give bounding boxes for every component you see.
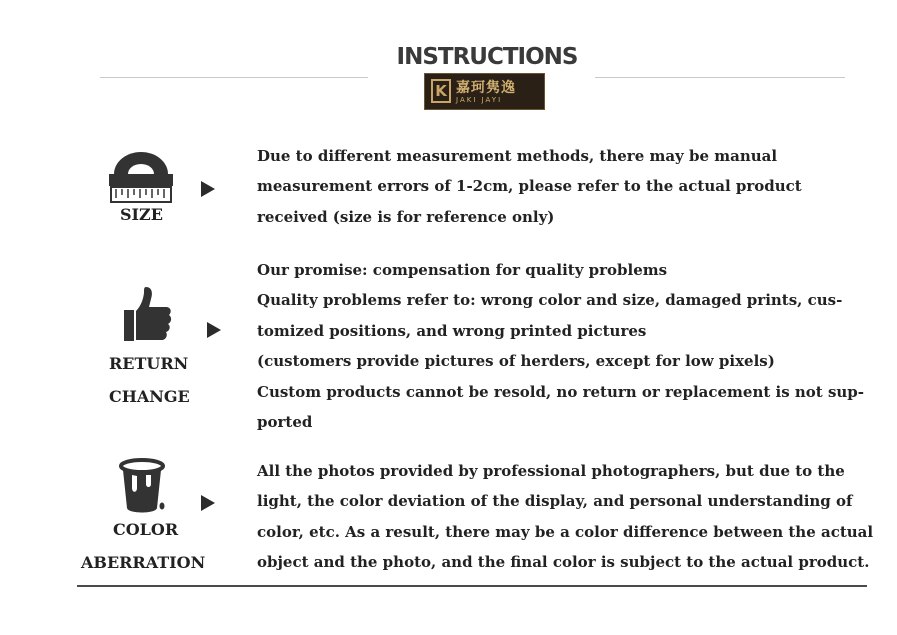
header-rule-right [595,77,845,78]
text-line: Quality problems refer to: wrong color and size, damaged prints, cus- [257,291,843,310]
logo-english-name: JAKI JAYI [456,96,503,104]
bottom-divider [77,585,867,587]
page-title: INSTRUCTIONS [396,44,578,70]
color-label: COLOR [113,520,179,539]
aberration-label: ABERRATION [81,553,206,572]
text-line: All the photos provided by professional photographers, but due to the [257,462,845,480]
arrow-right-icon [201,495,215,511]
arrow-right-icon [201,181,215,197]
ruler-protractor-icon [108,150,174,208]
text-line: received (size is for reference only) [257,207,555,226]
text-line: Custom products cannot be resold, no return or replacement is not sup- [257,382,865,401]
brand-logo [424,73,545,110]
color-aberration-description [257,456,873,578]
text-line: (customers provide pictures of herders, except for low pixels) [257,352,775,371]
return-label: RETURN [109,354,189,373]
change-label: CHANGE [109,387,190,406]
return-change-description [257,255,864,437]
text-line: Our promise: compensation for quality problems [257,261,668,279]
arrow-right-icon [207,322,221,338]
text-line: light, the color deviation of the display, and personal understanding of [257,492,853,511]
thumbs-up-icon [122,285,174,349]
header-rule-left [100,77,368,78]
size-label: SIZE [120,205,163,224]
text-line: ported [257,413,313,432]
text-line: tomized positions, and wrong printed pictures [257,321,647,340]
text-line: measurement errors of 1-2cm, please refer to the actual product [257,177,802,196]
text-line: Due to different measurement methods, there may be manual [257,147,778,165]
text-line: object and the photo, and the final color is subject to the actual product. [257,553,870,572]
size-description [257,141,802,232]
paint-bucket-icon [118,458,168,522]
logo-chinese-name: 嘉珂隽逸 [456,80,516,96]
logo-mark: K [431,79,451,103]
text-line: color, etc. As a result, there may be a color difference between the actual [257,522,874,541]
